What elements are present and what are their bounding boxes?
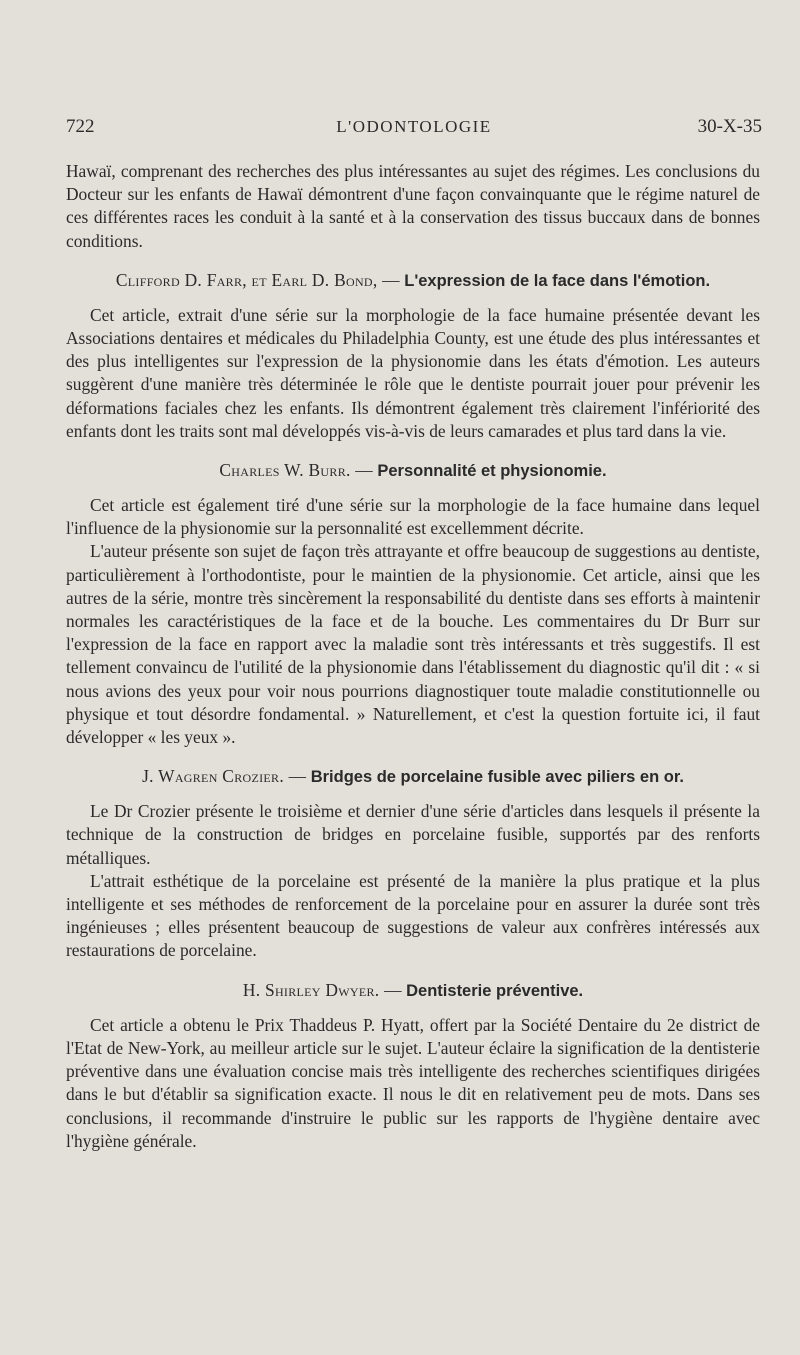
entry-title: L'expression de la face dans l'émotion. — [404, 271, 711, 290]
paragraph: L'auteur présente son sujet de façon très attrayante et offre beaucoup de suggestions au dentiste, particulièrement à l'orthodontiste, pour le maintien de la physionomie. Cet article, ainsi que les autres de la série, montre très sincèrement la responsabilité du dentiste dans ses efforts à maintenir normales les caractéristiques de la face et de la bouche. Les commentaires du Dr Burr sur l'expression de la face en rapport avec la maladie sont très intéressants et très suggestifs. Il est tellement convaincu de l'utilité de la physionomie dans l'établissement du diagnostic qu'il dit : « si nous avions des yeux pour voir nous pourrions diagnostiquer toute maladie constitutionnelle ou physique et tout désordre fondamental. » Naturellement, et c'est la question fortuite ici, il faut développer « les yeux ». — [66, 541, 760, 748]
running-header — [66, 116, 762, 140]
issue-date: 30-X-35 — [697, 116, 762, 137]
intro-paragraph: Hawaï, comprenant des recherches des plus intéressantes au sujet des régimes. Les conclusions du Docteur sur les enfants de Hawaï démontrent d'une façon convainquante que le régime naturel de ces différentes races les conduit à la santé et à la conservation des tissus buccaux dans de bonnes conditions. — [66, 161, 760, 251]
section-crozier — [66, 766, 760, 962]
journal-title: L'ODONTOLOGIE — [336, 117, 492, 136]
entry-author: J. Wagren Crozier. — — [142, 766, 307, 787]
entry-author: Charles W. Burr. — — [219, 460, 373, 481]
section-dwyer — [66, 980, 760, 1153]
entry-heading — [66, 766, 760, 788]
entry-heading — [66, 460, 760, 482]
entry-heading — [66, 980, 760, 1002]
page-number: 722 — [66, 116, 95, 137]
page-body — [66, 160, 760, 1153]
entry-heading — [66, 270, 760, 292]
section-burr — [66, 460, 760, 749]
paragraph: Cet article a obtenu le Prix Thaddeus P. Hyatt, offert par la Société Dentaire du 2e district de l'Etat de New-York, au meilleur article sur le sujet. L'auteur éclaire la signification de la dentisterie préventive dans une évaluation concise mais très intelligente des recherches scientifiques dirigées dans le but d'établir sa signification exacte. Il nous le dit en relativement peu de mots. Dans ses conclusions, il recommande d'instruire le public sur les rapports de l'hygiène dentaire avec l'hygiène générale. — [66, 1014, 760, 1151]
paragraph: Le Dr Crozier présente le troisième et dernier d'une série d'articles dans lesquels il présente la technique de la construction de bridges en porcelaine fusible, supportés par des renforts métalliques. — [66, 801, 760, 868]
entry-title: Personnalité et physionomie. — [377, 462, 607, 481]
entry-title: Dentisterie préventive. — [406, 981, 584, 1000]
paragraph: Cet article est également tiré d'une série sur la morphologie de la face humaine dans lequel l'influence de la physionomie sur la personnalité est excellemment décrite. — [66, 495, 760, 539]
entry-author: Clifford D. Farr, et Earl D. Bond, — — [115, 269, 400, 290]
section-farr-bond — [66, 270, 760, 443]
paragraph: L'attrait esthétique de la porcelaine est présenté de la manière la plus pratique et la plus intelligente et ses méthodes de renforcement de la porcelaine pour en assurer la durée sont très ingénieuses ; elles présentent beaucoup de suggestions de valeur aux confrères intéressés aux restaurations de porcelaine. — [66, 870, 760, 961]
entry-title: Bridges de porcelaine fusible avec piliers en or. — [310, 768, 684, 787]
entry-author: H. Shirley Dwyer. — — [242, 979, 402, 1000]
paragraph: Cet article, extrait d'une série sur la morphologie de la face humaine présentée devant les Associations dentaires et médicales du Philadelphia County, est une étude des plus intéressantes et des plus intelligentes sur l'expression de la physionomie dans les états d'émotion. Les auteurs suggèrent d'une manière très déterminée le rôle que le dentiste pourrait jouer pour prévenir les déformations faciales chez les enfants. Ils démontrent également très clairement l'infériorité des enfants dont les traits sont mal développés vis-à-vis de leurs camarades et plus tard dans la vie. — [66, 304, 760, 441]
